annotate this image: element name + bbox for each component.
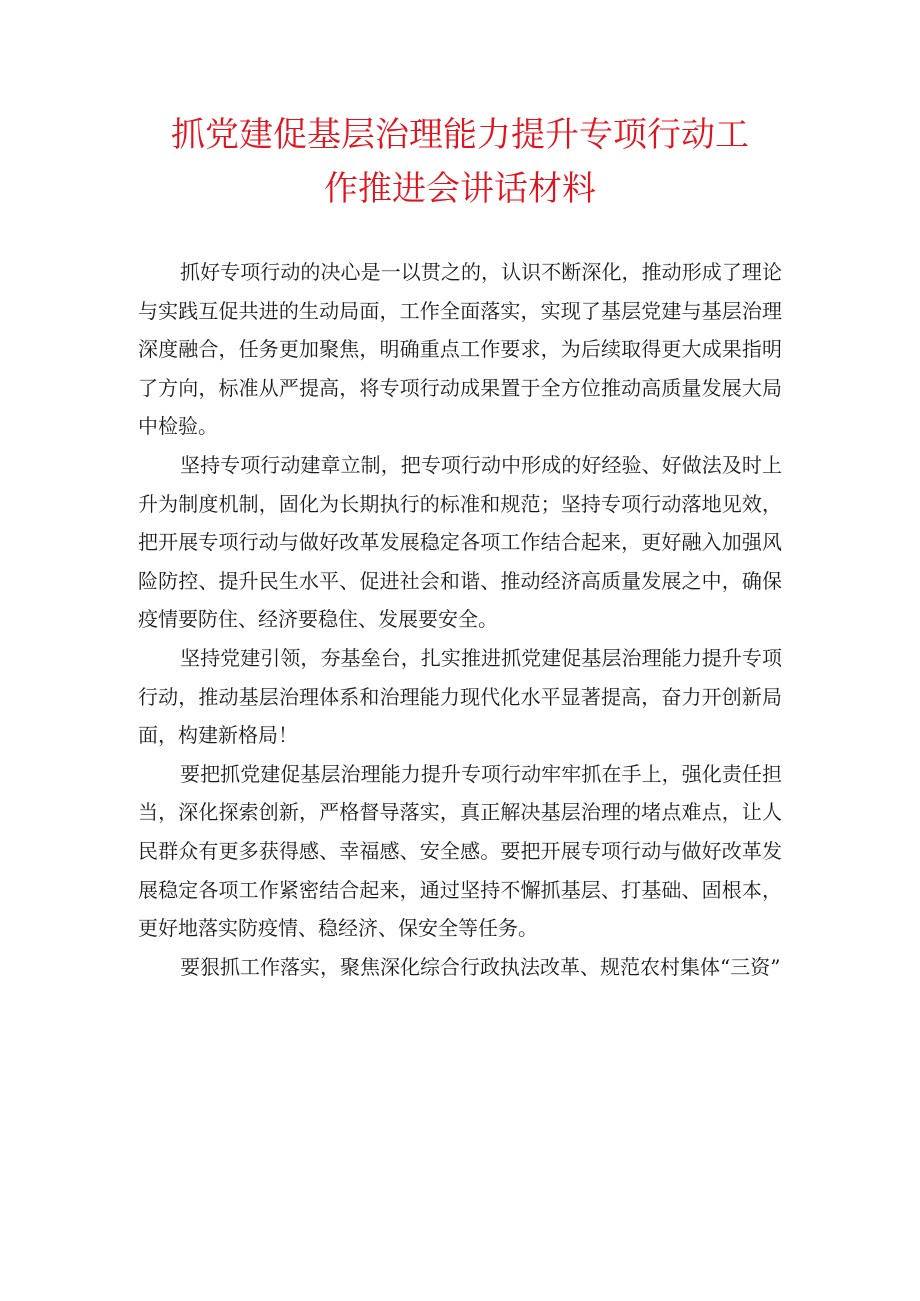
- title-line-1: 抓党建促基层治理能力提升专项行动工: [171, 115, 749, 155]
- document-title: [120, 108, 800, 216]
- document-body: [138, 253, 782, 986]
- paragraph-5: 要狠抓工作落实，聚焦深化综合行政执法改革、规范农村集体“三资”: [180, 954, 781, 979]
- paragraph-3: 坚持党建引领，夯基垒台，扎实推进抓党建促基层治理能力提升专项行动，推动基层治理体系和治理能力现代化水平显著提高，奋力开创新局面，构建新格局！: [138, 645, 782, 748]
- paragraph-2: 坚持专项行动建章立制，把专项行动中形成的好经验、好做法及时上升为制度机制，固化为长期执行的标准和规范；坚持专项行动落地见效，把开展专项行动与做好改革发展稳定各项工作结合起来，更好融入加强风险防控、提升民生水平、促进社会和谐、推动经济高质量发展之中，确保疫情要防住、经济要稳住、发展要安全。: [138, 452, 782, 632]
- paragraph-1: 抓好专项行动的决心是一以贯之的，认识不断深化，推动形成了理论与实践互促共进的生动局面，工作全面落实，实现了基层党建与基层治理深度融合，任务更加聚焦，明确重点工作要求，为后续取得更大成果指明了方向，标准从严提高，将专项行动成果置于全方位推动高质量发展大局中检验。: [138, 260, 782, 439]
- paragraph-4: 要把抓党建促基层治理能力提升专项行动牢牢抓在手上，强化责任担当，深化探索创新，严格督导落实，真正解决基层治理的堵点难点，让人民群众有更多获得感、幸福感、安全感。要把开展专项行动与做好改革发展稳定各项工作紧密结合起来，通过坚持不懈抓基层、打基础、固根本，更好地落实防疫情、稳经济、保安全等任务。: [138, 761, 782, 941]
- title-line-2: 作推进会讲话材料: [324, 169, 596, 209]
